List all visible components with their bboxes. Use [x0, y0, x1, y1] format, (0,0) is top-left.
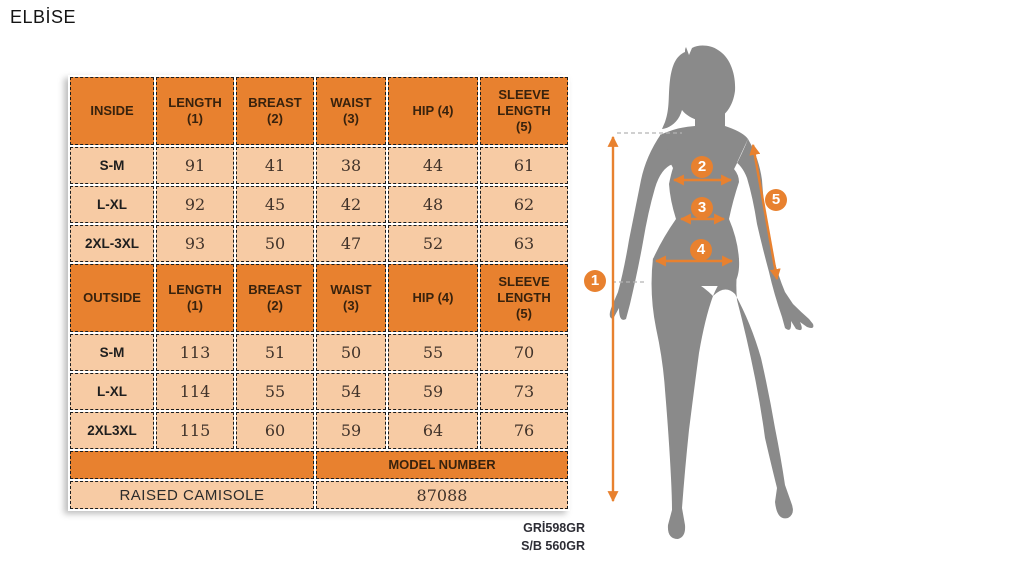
column-header-breast: BREAST (2) — [236, 77, 314, 145]
value-cell: 55 — [236, 373, 314, 410]
column-header-length: LENGTH (1) — [156, 264, 234, 332]
column-header-breast: BREAST (2) — [236, 264, 314, 332]
measurement-figure — [585, 38, 825, 558]
measure-badge-2: 2 — [691, 156, 713, 178]
value-cell: 50 — [236, 225, 314, 262]
value-cell: 70 — [480, 334, 568, 371]
value-cell: 51 — [236, 334, 314, 371]
inside-section-label: INSIDE — [70, 77, 154, 145]
model-number-cell: 87088 — [316, 481, 568, 509]
page-title: ELBİSE — [10, 7, 77, 27]
value-cell: 93 — [156, 225, 234, 262]
column-header-sleeve: SLEEVE LENGTH (5) — [480, 77, 568, 145]
column-header-sleeve: SLEEVE LENGTH (5) — [480, 264, 568, 332]
value-cell: 47 — [316, 225, 386, 262]
product-codes — [400, 519, 585, 555]
measure-badge-5: 5 — [765, 189, 787, 211]
inside-header-row — [70, 77, 568, 145]
column-header-hip: HIP (4) — [388, 77, 478, 145]
value-cell: 73 — [480, 373, 568, 410]
column-header-length: LENGTH (1) — [156, 77, 234, 145]
value-cell: 38 — [316, 147, 386, 184]
footer-empty-cell — [70, 451, 314, 479]
size-chart-table — [68, 75, 570, 511]
column-header-hip: HIP (4) — [388, 264, 478, 332]
value-cell: 91 — [156, 147, 234, 184]
column-header-waist: WAIST (3) — [316, 264, 386, 332]
value-cell: 60 — [236, 412, 314, 449]
value-cell: 52 — [388, 225, 478, 262]
column-header-waist: WAIST (3) — [316, 77, 386, 145]
value-cell: 114 — [156, 373, 234, 410]
size-label: L-XL — [70, 186, 154, 223]
value-cell: 92 — [156, 186, 234, 223]
value-cell: 113 — [156, 334, 234, 371]
value-cell: 42 — [316, 186, 386, 223]
value-cell: 48 — [388, 186, 478, 223]
value-cell: 54 — [316, 373, 386, 410]
value-cell: 50 — [316, 334, 386, 371]
female-body-silhouette — [585, 38, 825, 558]
value-cell: 59 — [316, 412, 386, 449]
value-cell: 41 — [236, 147, 314, 184]
measure-badge-1: 1 — [584, 270, 606, 292]
model-number-header-row — [70, 451, 568, 479]
size-label: S-M — [70, 147, 154, 184]
product-name-cell: RAISED CAMISOLE — [70, 481, 314, 509]
inside-row-2xl3xl — [70, 225, 568, 262]
measure-badge-3: 3 — [691, 197, 713, 219]
size-label: 2XL3XL — [70, 412, 154, 449]
inside-row-sm — [70, 147, 568, 184]
value-cell: 63 — [480, 225, 568, 262]
value-cell: 62 — [480, 186, 568, 223]
product-code-line2: S/B 560GR — [521, 539, 585, 553]
value-cell: 55 — [388, 334, 478, 371]
value-cell: 64 — [388, 412, 478, 449]
outside-row-lxl — [70, 373, 568, 410]
value-cell: 115 — [156, 412, 234, 449]
value-cell: 61 — [480, 147, 568, 184]
outside-row-sm — [70, 334, 568, 371]
model-number-label-cell: MODEL NUMBER — [316, 451, 568, 479]
size-label: S-M — [70, 334, 154, 371]
size-label: L-XL — [70, 373, 154, 410]
measure-badge-4: 4 — [690, 239, 712, 261]
value-cell: 45 — [236, 186, 314, 223]
product-code-line1: GRİ598GR — [523, 521, 585, 535]
inside-row-lxl — [70, 186, 568, 223]
outside-section-label: OUTSIDE — [70, 264, 154, 332]
outside-row-2xl3xl — [70, 412, 568, 449]
value-cell: 44 — [388, 147, 478, 184]
value-cell: 76 — [480, 412, 568, 449]
size-label: 2XL-3XL — [70, 225, 154, 262]
outside-header-row — [70, 264, 568, 332]
value-cell: 59 — [388, 373, 478, 410]
model-number-value-row — [70, 481, 568, 509]
